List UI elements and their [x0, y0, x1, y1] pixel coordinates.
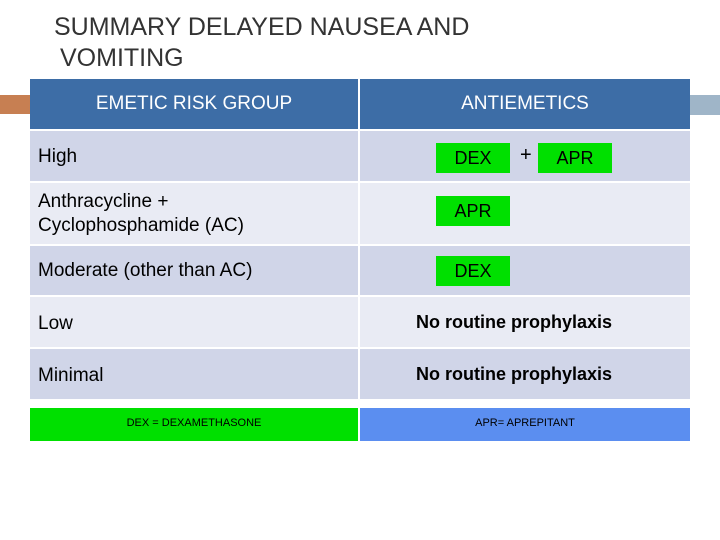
no-prophylaxis-text: No routine prophylaxis	[416, 364, 613, 384]
left-accent-bar	[0, 95, 30, 114]
risk-high: High	[38, 146, 78, 167]
header-risk-group: EMETIC RISK GROUP	[30, 79, 358, 129]
drug-dex-pill: DEX	[436, 143, 510, 173]
title-line-2: VOMITING	[60, 44, 184, 72]
table-row	[30, 349, 690, 399]
drug-apr-pill: APR	[436, 196, 510, 226]
right-accent-bar	[690, 95, 720, 115]
risk-low: Low	[38, 313, 73, 334]
slide-title	[54, 12, 614, 74]
title-line-1: SUMMARY DELAYED NAUSEA AND	[54, 13, 470, 41]
drug-dex-pill: DEX	[436, 256, 510, 286]
table-row	[30, 131, 690, 181]
legend-dex: DEX = DEXAMETHASONE	[30, 408, 358, 441]
header-antiemetics: ANTIEMETICS	[360, 79, 690, 129]
legend-apr: APR= APREPITANT	[360, 408, 690, 441]
table-header-row	[30, 79, 690, 129]
risk-anthracycline-ac: Anthracycline + Cyclophosphamide (AC)	[38, 191, 244, 236]
risk-moderate: Moderate (other than AC)	[38, 260, 253, 281]
no-prophylaxis-text: No routine prophylaxis	[416, 312, 613, 332]
table-row	[30, 297, 690, 347]
table-row	[30, 246, 690, 295]
risk-minimal: Minimal	[38, 365, 104, 386]
plus-sign: +	[520, 144, 532, 166]
table-row	[30, 183, 690, 244]
drug-apr-pill: APR	[538, 143, 612, 173]
legend-row	[30, 408, 690, 441]
